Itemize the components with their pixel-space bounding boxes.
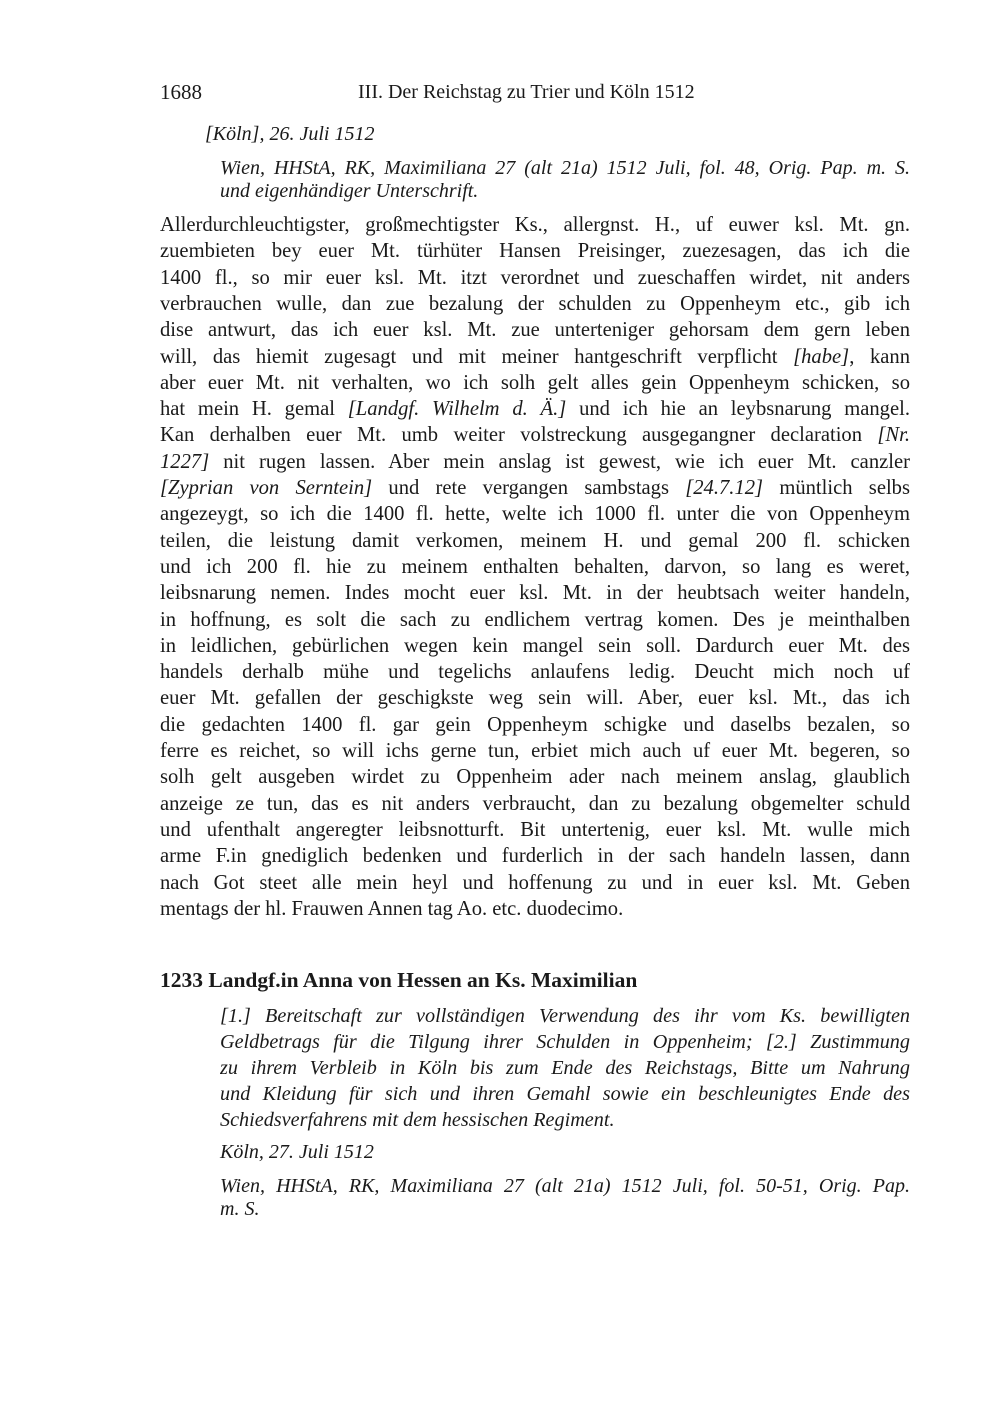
summary-line: zu ihrem Verbleib in Köln bis zum Ende des Reichstags, Bitte um Nahrung xyxy=(220,1057,910,1079)
body-line xyxy=(160,396,910,422)
document-date: [Köln], 26. Juli 1512 xyxy=(205,123,375,145)
body-line xyxy=(160,659,910,685)
text-segment: hat mein H. gemal xyxy=(160,398,348,421)
body-line xyxy=(160,607,910,633)
body-line xyxy=(160,817,910,843)
text-segment: aber euer Mt. nit verhalten, wo ich solh gelt alles gein Oppenheym schicken, so xyxy=(160,371,910,394)
body-line xyxy=(160,580,910,606)
source-citation xyxy=(220,1175,910,1221)
document-title: Landgf.in Anna von Hessen an Ks. Maximilian xyxy=(208,968,638,992)
editorial-note: [Zyprian von Serntein] xyxy=(160,477,373,499)
body-line xyxy=(160,344,910,370)
body-line xyxy=(160,475,910,501)
text-segment: teilen, die leistung damit verkomen, meinem H. und gemal 200 fl. schicken xyxy=(160,529,910,552)
source-citation xyxy=(220,157,910,203)
summary-line: und Kleidung für sich und ihren Gemahl sowie ein beschleunigtes Ende des xyxy=(220,1083,910,1105)
text-segment: in hoffnung, es solt die sach zu endlichem vertrag komen. Des je meinthalben xyxy=(160,608,910,631)
editorial-note: [habe] xyxy=(793,345,850,368)
source-line: m. S. xyxy=(220,1198,260,1220)
source-line: Wien, HHStA, RK, Maximiliana 27 (alt 21a) 1512 Juli, fol. 50-51, Orig. Pap. xyxy=(220,1175,910,1197)
text-segment: dise antwurt, das ich euer ksl. Mt. zue unterteniger gehorsam dem gern leben xyxy=(160,319,910,342)
text-segment: und ich hie an leybsnarung mangel. xyxy=(566,398,910,421)
summary-line: [1.] Bereitschaft zur vollständigen Verwendung des ihr vom Ks. bewilligten xyxy=(220,1005,910,1027)
text-segment: handels derhalb mühe und tegelichs anlaufens ledig. Deucht mich noch uf xyxy=(160,661,910,684)
text-segment: solh gelt ausgeben wirdet zu Oppenheim ader nach meinem anslag, glaublich xyxy=(160,766,910,789)
text-segment: anzeige ze tun, das es nit anders verbraucht, dan zu bezalung obgemelter schuld xyxy=(160,792,910,815)
text-segment: und rete vergangen sambstags xyxy=(372,477,686,499)
text-segment: und ufenthalt angeregter leibsnotturft. Bit untertenig, euer ksl. Mt. wulle mich xyxy=(160,818,910,841)
body-line xyxy=(160,738,910,764)
body-line xyxy=(160,265,910,291)
text-segment: arme F.in gnediglich bedenken und furderlich in der sach handeln lassen, dann xyxy=(160,845,910,868)
text-segment: euer Mt. gefallen der geschigkste weg sein will. Aber, euer ksl. Mt., das ich xyxy=(160,687,910,710)
text-segment: in leidlichen, gebürlichen wegen kein mangel sein soll. Dardurch euer Mt. des xyxy=(160,634,910,657)
editorial-note: [Landgf. Wilhelm d. Ä.] xyxy=(347,398,567,421)
text-segment: mentags der hl. Frauwen Annen tag Ao. etc. duodecimo. xyxy=(160,897,624,920)
body-line xyxy=(160,896,910,922)
body-line xyxy=(160,633,910,659)
text-segment: die gedachten 1400 fl. gar gein Oppenheym schigke und daselbs bezalen, so xyxy=(160,713,910,736)
document-number: 1233 xyxy=(160,968,203,992)
body-line xyxy=(160,501,910,527)
text-segment: , kann xyxy=(849,345,910,368)
text-segment: 1400 fl., so mir euer ksl. Mt. itzt verordnet und zueschaffen wirdet, nit anders xyxy=(160,266,910,289)
body-line xyxy=(160,870,910,896)
document-date: Köln, 27. Juli 1512 xyxy=(220,1141,374,1163)
body-line xyxy=(160,449,910,475)
editorial-note: [Nr. xyxy=(877,424,910,447)
body-line xyxy=(160,528,910,554)
body-line xyxy=(160,685,910,711)
summary-line: Geldbetrags für die Tilgung ihrer Schulden in Oppenheim; [2.] Zustimmung xyxy=(220,1031,910,1053)
summary-line: Schiedsverfahrens mit dem hessischen Regiment. xyxy=(220,1109,615,1131)
body-line xyxy=(160,238,910,264)
body-line xyxy=(160,764,910,790)
text-segment: will, das hiemit zugesagt und mit meiner hantgeschrift verpflicht xyxy=(160,345,794,368)
editorial-note: [24.7.12] xyxy=(685,477,764,499)
editorial-note: 1227] xyxy=(160,450,210,473)
source-line: Wien, HHStA, RK, Maximiliana 27 (alt 21a) 1512 Juli, fol. 48, Orig. Pap. m. S. xyxy=(220,157,910,179)
body-line xyxy=(160,317,910,343)
text-segment: angezeygt, so ich die 1400 fl. hette, welte ich 1000 fl. unter die von Oppenheym xyxy=(160,503,910,526)
text-segment: leibsnarung nemen. Indes mocht euer ksl. Mt. in der heubtsach weiter handeln, xyxy=(160,582,910,605)
text-segment: Kan derhalben euer Mt. umb weiter volstreckung ausgegangner declaration xyxy=(160,424,878,447)
page-number: 1688 xyxy=(160,80,202,104)
body-line xyxy=(160,212,910,238)
body-line xyxy=(160,370,910,396)
body-line xyxy=(160,791,910,817)
text-segment: nit rugen lassen. Aber mein anslag ist gewest, wie ich euer Mt. canzler xyxy=(209,450,910,473)
text-segment: Allerdurchleuchtigster, großmechtigster Ks., allergnst. H., uf euwer ksl. Mt. gn. xyxy=(160,214,910,236)
text-segment: nach Got steet alle mein heyl und hoffenung zu und in euer ksl. Mt. Geben xyxy=(160,871,910,894)
source-line: und eigenhändiger Unterschrift. xyxy=(220,180,479,202)
body-line xyxy=(160,291,910,317)
document-heading xyxy=(160,968,637,993)
body-line xyxy=(160,422,910,448)
body-line xyxy=(160,843,910,869)
running-title: III. Der Reichstag zu Trier und Köln 1512 xyxy=(358,81,695,103)
text-segment: müntlich selbs xyxy=(763,477,910,499)
text-segment: ferre es reichet, so will ichs gerne tun, erbiet mich auch uf euer Mt. begeren, so xyxy=(160,740,910,762)
text-segment: verbrauchen wulle, dan zue bezalung der schulden zu Oppenheym etc., gib ich xyxy=(160,292,910,315)
body-line xyxy=(160,712,910,738)
body-line xyxy=(160,554,910,580)
text-segment: zuembieten bey euer Mt. türhüter Hansen Preisinger, zuezesagen, das ich die xyxy=(160,240,910,263)
text-segment: und ich 200 fl. hie zu meinem enthalten behalten, darvon, so lang es weret, xyxy=(160,555,910,578)
